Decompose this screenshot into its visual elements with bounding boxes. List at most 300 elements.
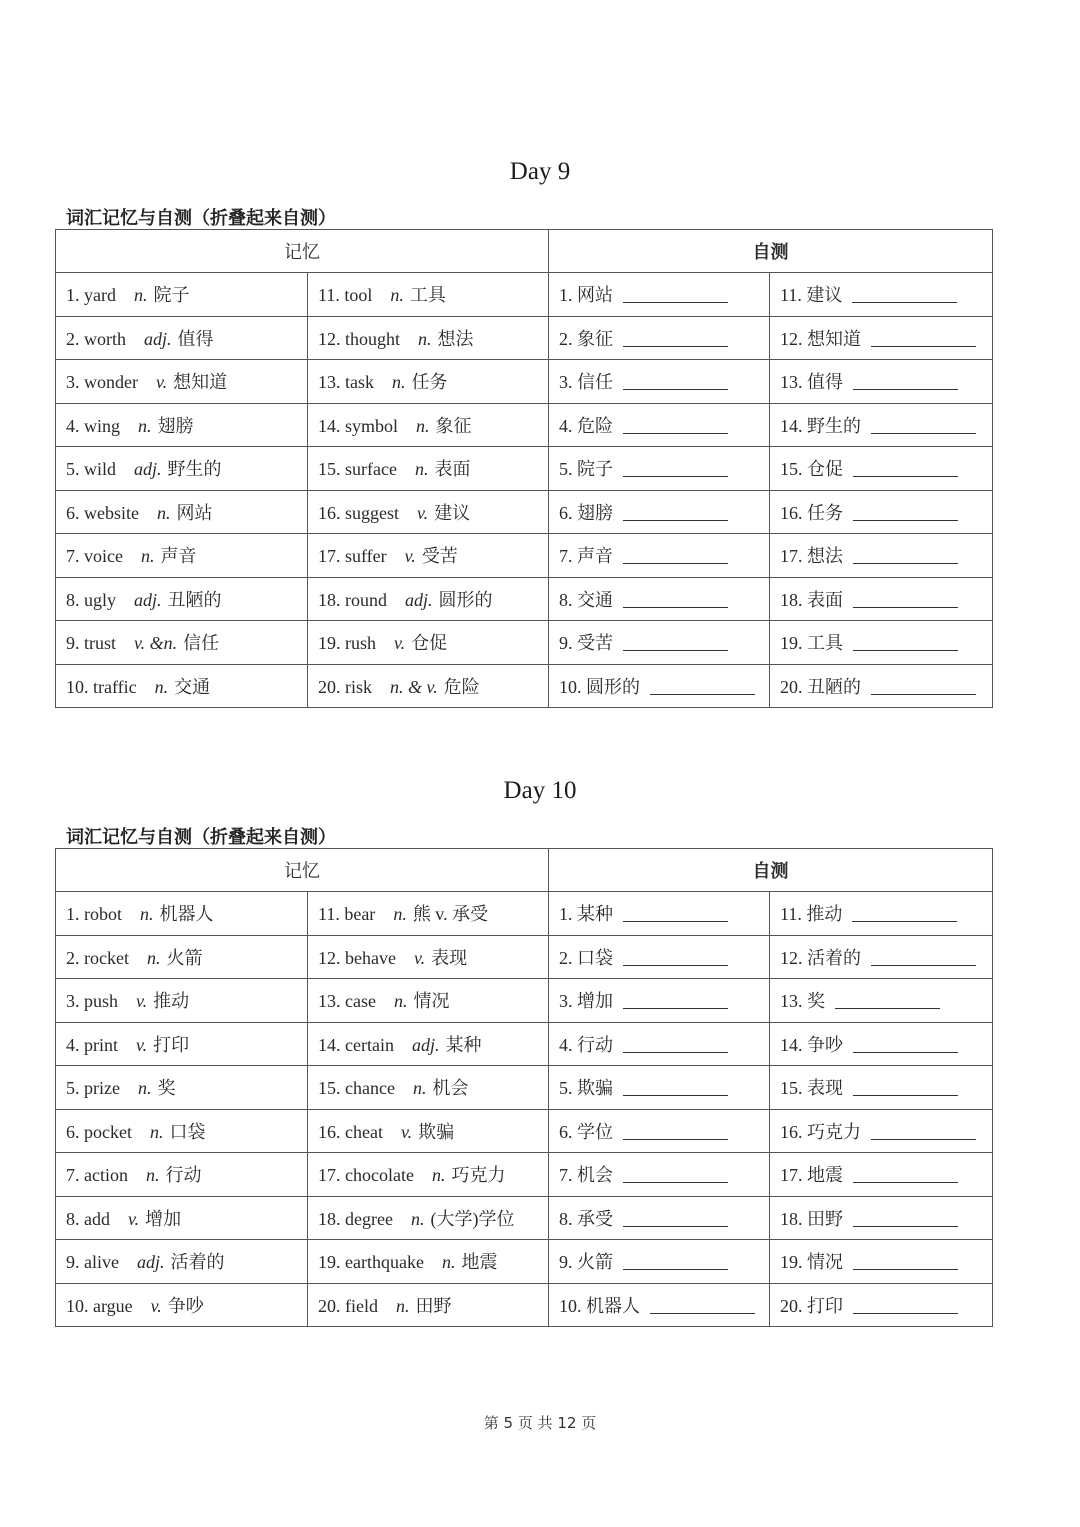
test-right-cell: [770, 979, 993, 1023]
vocab-word: 2. worth: [66, 328, 126, 349]
memory-right-cell: [308, 273, 549, 317]
word-meaning: 欺骗: [418, 1121, 455, 1142]
word-meaning: 危险: [443, 676, 480, 697]
part-of-speech: n.: [410, 1208, 425, 1229]
test-right-cell: [770, 935, 993, 979]
answer-blank[interactable]: [871, 1138, 976, 1140]
test-right-cell: [770, 1022, 993, 1066]
answer-blank[interactable]: [623, 1051, 728, 1053]
word-meaning: 增加: [145, 1208, 182, 1229]
memory-left-cell: [56, 577, 308, 621]
word-meaning: 受苦: [421, 546, 458, 567]
answer-blank[interactable]: [623, 301, 728, 303]
vocab-word: 9. trust: [66, 633, 117, 654]
word-meaning: 圆形的: [438, 589, 493, 610]
test-prompt: 15. 仓促: [780, 459, 843, 480]
memory-left-cell: [56, 1153, 308, 1197]
word-meaning: 工具: [409, 285, 446, 306]
part-of-speech: v.: [394, 633, 406, 654]
memory-left-cell: [56, 1283, 308, 1327]
table-row: [56, 892, 993, 936]
vocab-word: 11. bear: [318, 904, 376, 925]
vocab-word: 6. website: [66, 502, 139, 523]
part-of-speech: n.: [137, 1078, 152, 1099]
vocab-word: 19. earthquake: [318, 1252, 424, 1273]
memory-right-cell: [308, 1283, 549, 1327]
part-of-speech: v.: [128, 1208, 140, 1229]
part-of-speech: adj.: [134, 459, 162, 480]
header-memory: 记忆: [56, 230, 549, 273]
part-of-speech: v.: [400, 1121, 413, 1142]
header-self-test: 自测: [549, 849, 993, 892]
vocab-word: 17. chocolate: [318, 1165, 414, 1186]
part-of-speech: n.: [145, 1165, 160, 1186]
answer-blank[interactable]: [650, 1312, 755, 1314]
memory-left-cell: [56, 979, 308, 1023]
part-of-speech: v.: [417, 502, 429, 523]
day10-vocab-table: [55, 848, 993, 1327]
word-meaning: 野生的: [167, 459, 222, 480]
test-prompt: 15. 表现: [780, 1078, 843, 1099]
memory-right-cell: [308, 1153, 549, 1197]
test-right-cell: [770, 664, 993, 708]
test-prompt: 2. 象征: [559, 328, 613, 349]
vocab-word: 7. voice: [66, 546, 123, 567]
memory-left-cell: [56, 1109, 308, 1153]
test-left-cell: [549, 1240, 770, 1284]
answer-blank[interactable]: [853, 649, 958, 651]
answer-blank[interactable]: [853, 1181, 958, 1183]
part-of-speech: v.: [413, 947, 426, 968]
memory-right-cell: [308, 447, 549, 491]
vocab-word: 1. robot: [66, 904, 122, 925]
test-prompt: 9. 受苦: [559, 633, 613, 654]
answer-blank[interactable]: [853, 562, 958, 564]
test-left-cell: [549, 577, 770, 621]
test-prompt: 17. 想法: [780, 546, 843, 567]
memory-left-cell: [56, 316, 308, 360]
test-right-cell: [770, 534, 993, 578]
vocab-word: 13. task: [318, 372, 374, 393]
memory-right-cell: [308, 1196, 549, 1240]
memory-right-cell: [308, 979, 549, 1023]
table-row: [56, 664, 993, 708]
table-row: [56, 1153, 993, 1197]
test-right-cell: [770, 490, 993, 534]
word-meaning: 火箭: [166, 947, 203, 968]
word-meaning: 翅膀: [157, 415, 194, 436]
test-right-cell: [770, 1196, 993, 1240]
word-meaning: 争吵: [167, 1295, 204, 1316]
test-left-cell: [549, 490, 770, 534]
memory-left-cell: [56, 621, 308, 665]
word-meaning: 丑陋的: [167, 589, 222, 610]
answer-blank[interactable]: [623, 964, 728, 966]
answer-blank[interactable]: [853, 606, 958, 608]
test-prompt: 13. 值得: [780, 372, 843, 393]
test-prompt: 4. 危险: [559, 415, 613, 436]
answer-blank[interactable]: [623, 519, 728, 521]
test-right-cell: [770, 1240, 993, 1284]
part-of-speech: n.: [146, 947, 161, 968]
day10-subtitle: 词汇记忆与自测（折叠起来自测）: [66, 827, 336, 848]
word-meaning: 象征: [435, 415, 472, 436]
test-right-cell: [770, 273, 993, 317]
vocab-word: 4. print: [66, 1034, 118, 1055]
memory-left-cell: [56, 935, 308, 979]
answer-blank[interactable]: [623, 920, 728, 922]
test-left-cell: [549, 360, 770, 404]
test-prompt: 19. 情况: [780, 1252, 843, 1273]
vocab-word: 16. suggest: [318, 502, 399, 523]
memory-right-cell: [308, 1240, 549, 1284]
test-right-cell: [770, 621, 993, 665]
day9-subtitle: 词汇记忆与自测（折叠起来自测）: [66, 208, 336, 229]
word-meaning: 表面: [434, 459, 471, 480]
memory-left-cell: [56, 447, 308, 491]
part-of-speech: n.: [149, 1121, 164, 1142]
table-row: [56, 1022, 993, 1066]
memory-left-cell: [56, 360, 308, 404]
answer-blank[interactable]: [623, 475, 728, 477]
word-meaning: 行动: [165, 1165, 202, 1186]
test-right-cell: [770, 360, 993, 404]
answer-blank[interactable]: [623, 606, 728, 608]
vocab-word: 9. alive: [66, 1252, 119, 1273]
test-left-cell: [549, 621, 770, 665]
table-row: [56, 935, 993, 979]
table-row: [56, 1109, 993, 1153]
part-of-speech: v.: [136, 1034, 148, 1055]
word-meaning: 口袋: [169, 1121, 206, 1142]
answer-blank[interactable]: [853, 1094, 958, 1096]
test-right-cell: [770, 403, 993, 447]
test-prompt: 6. 学位: [559, 1121, 613, 1142]
test-left-cell: [549, 316, 770, 360]
answer-blank[interactable]: [853, 475, 958, 477]
answer-blank[interactable]: [623, 1181, 728, 1183]
memory-left-cell: [56, 664, 308, 708]
day9-vocab-table: [55, 229, 993, 708]
table-header-row: [56, 849, 993, 892]
word-meaning: 巧克力: [451, 1165, 506, 1186]
part-of-speech: v.: [404, 546, 416, 567]
answer-blank[interactable]: [853, 1268, 958, 1270]
vocab-word: 3. wonder: [66, 372, 138, 393]
test-left-cell: [549, 403, 770, 447]
word-meaning: 想知道: [173, 372, 228, 393]
word-meaning: 建议: [434, 502, 471, 523]
table-row: [56, 490, 993, 534]
word-meaning: (大学)学位: [430, 1208, 515, 1229]
memory-left-cell: [56, 1196, 308, 1240]
memory-right-cell: [308, 577, 549, 621]
word-meaning: 网站: [176, 502, 213, 523]
test-prompt: 16. 巧克力: [780, 1121, 861, 1142]
memory-right-cell: [308, 664, 549, 708]
table-row: [56, 1196, 993, 1240]
vocab-word: 20. field: [318, 1295, 378, 1316]
table-header-row: [56, 230, 993, 273]
answer-blank[interactable]: [650, 693, 755, 695]
test-prompt: 6. 翅膀: [559, 502, 613, 523]
word-meaning: 情况: [413, 991, 450, 1012]
memory-left-cell: [56, 892, 308, 936]
memory-left-cell: [56, 1022, 308, 1066]
answer-blank[interactable]: [623, 1007, 728, 1009]
memory-left-cell: [56, 490, 308, 534]
test-prompt: 1. 某种: [559, 904, 613, 925]
part-of-speech: n.: [431, 1165, 446, 1186]
test-prompt: 12. 想知道: [780, 328, 861, 349]
word-meaning: 院子: [153, 285, 190, 306]
memory-right-cell: [308, 1066, 549, 1110]
test-left-cell: [549, 892, 770, 936]
answer-blank[interactable]: [853, 1312, 958, 1314]
part-of-speech: n.: [138, 415, 152, 436]
test-left-cell: [549, 664, 770, 708]
table-row: [56, 447, 993, 491]
test-prompt: 17. 地震: [780, 1165, 843, 1186]
test-left-cell: [549, 273, 770, 317]
test-prompt: 14. 争吵: [780, 1034, 843, 1055]
vocab-word: 14. symbol: [318, 415, 399, 436]
test-left-cell: [549, 979, 770, 1023]
test-left-cell: [549, 935, 770, 979]
word-meaning: 推动: [153, 991, 190, 1012]
day9-title: Day 9: [509, 158, 571, 185]
header-self-test: 自测: [549, 230, 993, 273]
table-row: [56, 360, 993, 404]
vocab-word: 15. chance: [318, 1078, 395, 1099]
memory-left-cell: [56, 273, 308, 317]
part-of-speech: n. & v.: [390, 676, 438, 697]
test-right-cell: [770, 1283, 993, 1327]
memory-right-cell: [308, 935, 549, 979]
vocab-word: 20. risk: [318, 676, 372, 697]
vocab-word: 3. push: [66, 991, 119, 1012]
part-of-speech: n.: [441, 1252, 456, 1273]
vocab-word: 8. ugly: [66, 589, 117, 610]
answer-blank[interactable]: [852, 920, 957, 922]
part-of-speech: v.: [150, 1295, 162, 1316]
memory-left-cell: [56, 1240, 308, 1284]
word-meaning: 机器人: [159, 904, 214, 925]
answer-blank[interactable]: [852, 301, 957, 303]
vocab-word: 2. rocket: [66, 947, 129, 968]
answer-blank[interactable]: [871, 964, 976, 966]
test-prompt: 11. 建议: [780, 285, 843, 306]
test-prompt: 2. 口袋: [559, 947, 613, 968]
test-right-cell: [770, 1109, 993, 1153]
vocab-word: 15. surface: [318, 459, 397, 480]
answer-blank[interactable]: [835, 1007, 940, 1009]
test-prompt: 8. 承受: [559, 1208, 613, 1229]
part-of-speech: n.: [154, 676, 169, 697]
memory-left-cell: [56, 1066, 308, 1110]
vocab-word: 5. wild: [66, 459, 117, 480]
vocab-word: 4. wing: [66, 415, 120, 436]
test-prompt: 9. 火箭: [559, 1252, 613, 1273]
answer-blank[interactable]: [623, 1138, 728, 1140]
word-meaning: 机会: [432, 1078, 469, 1099]
vocab-word: 18. degree: [318, 1208, 393, 1229]
test-prompt: 4. 行动: [559, 1034, 613, 1055]
test-prompt: 5. 院子: [559, 459, 613, 480]
memory-right-cell: [308, 621, 549, 665]
test-prompt: 14. 野生的: [780, 415, 861, 436]
test-left-cell: [549, 1283, 770, 1327]
test-left-cell: [549, 534, 770, 578]
test-left-cell: [549, 1109, 770, 1153]
test-left-cell: [549, 1196, 770, 1240]
vocab-word: 14. certain: [318, 1034, 394, 1055]
answer-blank[interactable]: [623, 345, 728, 347]
vocab-word: 12. behave: [318, 947, 396, 968]
test-prompt: 3. 信任: [559, 372, 613, 393]
table-row: [56, 577, 993, 621]
memory-right-cell: [308, 1022, 549, 1066]
test-prompt: 1. 网站: [559, 285, 613, 306]
test-prompt: 20. 丑陋的: [780, 676, 861, 697]
answer-blank[interactable]: [623, 1225, 728, 1227]
vocab-word: 7. action: [66, 1165, 128, 1186]
part-of-speech: n.: [418, 328, 432, 349]
table-row: [56, 403, 993, 447]
test-prompt: 13. 奖: [780, 991, 825, 1012]
word-meaning: 想法: [437, 328, 474, 349]
answer-blank[interactable]: [871, 693, 976, 695]
test-prompt: 12. 活着的: [780, 947, 861, 968]
memory-right-cell: [308, 360, 549, 404]
test-prompt: 11. 推动: [780, 904, 843, 925]
memory-right-cell: [308, 892, 549, 936]
word-meaning: 任务: [411, 372, 448, 393]
word-meaning: 信任: [183, 633, 220, 654]
part-of-speech: adj.: [405, 589, 433, 610]
part-of-speech: n.: [133, 285, 148, 306]
test-prompt: 20. 打印: [780, 1295, 843, 1316]
vocab-word: 13. case: [318, 991, 376, 1012]
vocab-word: 10. argue: [66, 1295, 133, 1316]
part-of-speech: n.: [392, 372, 406, 393]
day10-title: Day 10: [503, 777, 577, 804]
word-meaning: 某种: [445, 1034, 482, 1055]
vocab-word: 11. tool: [318, 285, 373, 306]
part-of-speech: n.: [414, 459, 429, 480]
vocab-word: 17. suffer: [318, 546, 387, 567]
answer-blank[interactable]: [853, 1225, 958, 1227]
table-row: [56, 316, 993, 360]
answer-blank[interactable]: [623, 388, 728, 390]
vocab-word: 1. yard: [66, 285, 116, 306]
answer-blank[interactable]: [871, 432, 976, 434]
part-of-speech: v. &n.: [134, 633, 178, 654]
part-of-speech: n.: [140, 904, 154, 925]
test-prompt: 8. 交通: [559, 589, 613, 610]
word-meaning: 熊 v. 承受: [412, 904, 489, 925]
memory-left-cell: [56, 403, 308, 447]
memory-right-cell: [308, 1109, 549, 1153]
answer-blank[interactable]: [623, 649, 728, 651]
table-row: [56, 1283, 993, 1327]
test-right-cell: [770, 892, 993, 936]
table-row: [56, 1240, 993, 1284]
test-right-cell: [770, 577, 993, 621]
table-row: [56, 534, 993, 578]
header-memory: 记忆: [56, 849, 549, 892]
word-meaning: 值得: [177, 328, 214, 349]
word-meaning: 打印: [153, 1034, 190, 1055]
memory-right-cell: [308, 316, 549, 360]
test-left-cell: [549, 447, 770, 491]
page-footer: 第 5 页 共 12 页: [483, 1414, 597, 1432]
word-meaning: 声音: [160, 546, 197, 567]
memory-right-cell: [308, 403, 549, 447]
vocab-word: 10. traffic: [66, 676, 137, 697]
test-prompt: 10. 圆形的: [559, 676, 640, 697]
test-right-cell: [770, 1153, 993, 1197]
vocab-word: 5. prize: [66, 1078, 120, 1099]
answer-blank[interactable]: [853, 1051, 958, 1053]
vocab-word: 6. pocket: [66, 1121, 132, 1142]
vocab-word: 16. cheat: [318, 1121, 383, 1142]
test-prompt: 3. 增加: [559, 991, 613, 1012]
answer-blank[interactable]: [623, 1094, 728, 1096]
test-prompt: 7. 声音: [559, 546, 613, 567]
word-meaning: 活着的: [170, 1252, 225, 1273]
word-meaning: 地震: [461, 1252, 498, 1273]
part-of-speech: n.: [393, 904, 407, 925]
part-of-speech: n.: [390, 285, 404, 306]
word-meaning: 仓促: [411, 633, 448, 654]
answer-blank[interactable]: [871, 345, 976, 347]
test-left-cell: [549, 1066, 770, 1110]
part-of-speech: n.: [140, 546, 155, 567]
part-of-speech: n.: [396, 1295, 410, 1316]
part-of-speech: adj.: [134, 589, 162, 610]
part-of-speech: adj.: [411, 1034, 440, 1055]
test-right-cell: [770, 1066, 993, 1110]
part-of-speech: v.: [155, 372, 168, 393]
test-left-cell: [549, 1022, 770, 1066]
memory-left-cell: [56, 534, 308, 578]
answer-blank[interactable]: [623, 562, 728, 564]
test-left-cell: [549, 1153, 770, 1197]
answer-blank[interactable]: [623, 1268, 728, 1270]
answer-blank[interactable]: [853, 519, 958, 521]
vocab-word: 12. thought: [318, 328, 401, 349]
part-of-speech: adj.: [144, 328, 172, 349]
test-prompt: 5. 欺骗: [559, 1078, 613, 1099]
part-of-speech: adj.: [136, 1252, 165, 1273]
word-meaning: 交通: [174, 676, 211, 697]
part-of-speech: n.: [393, 991, 408, 1012]
answer-blank[interactable]: [853, 388, 958, 390]
test-prompt: 18. 田野: [780, 1208, 843, 1229]
table-row: [56, 979, 993, 1023]
test-right-cell: [770, 316, 993, 360]
vocab-word: 18. round: [318, 589, 387, 610]
memory-right-cell: [308, 490, 549, 534]
vocab-word: 19. rush: [318, 633, 376, 654]
answer-blank[interactable]: [623, 432, 728, 434]
test-prompt: 16. 任务: [780, 502, 843, 523]
table-row: [56, 1066, 993, 1110]
vocab-word: 8. add: [66, 1208, 110, 1229]
part-of-speech: n.: [156, 502, 171, 523]
word-meaning: 表现: [431, 947, 468, 968]
